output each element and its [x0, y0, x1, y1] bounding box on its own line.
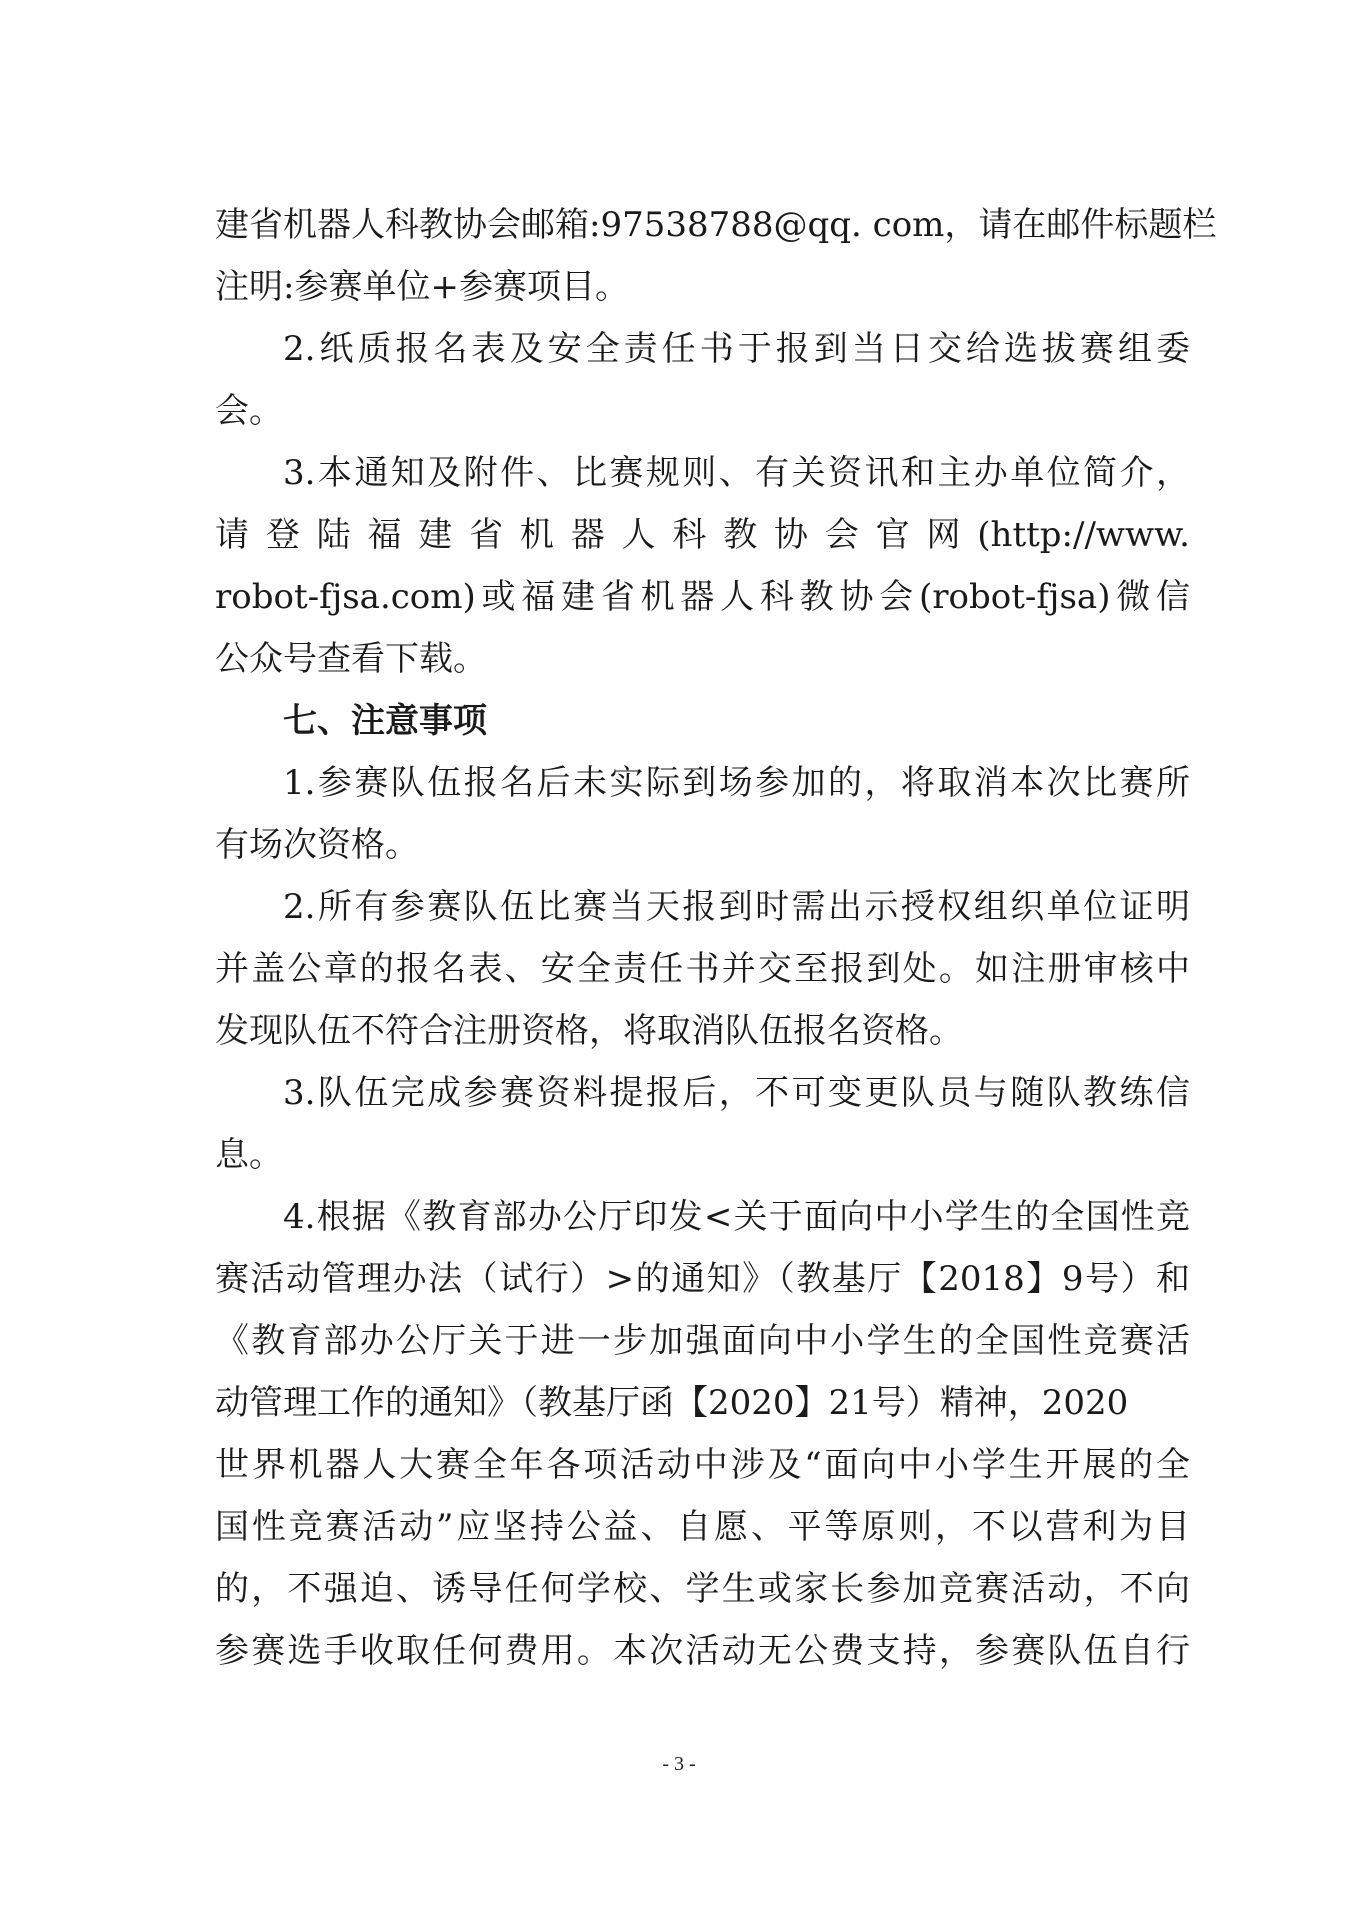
text-line: 公众号查看下载。	[215, 639, 487, 679]
text-line: 世界机器人大赛全年各项活动中涉及“面向中小学生开展的全	[215, 1445, 1190, 1485]
text-line: 1.参赛队伍报名后未实际到场参加的，将取消本次比赛所	[283, 763, 1190, 803]
text-line: 会。	[215, 391, 283, 431]
text-line: 参赛选手收取任何费用。本次活动无公费支持，参赛队伍自行	[215, 1631, 1190, 1671]
text-line: 赛活动管理办法（试行）>的通知》（教基厅【2018】9号）和	[215, 1259, 1190, 1299]
text-line: 3.本通知及附件、比赛规则、有关资讯和主办单位简介，	[283, 453, 1190, 493]
text-line: 请登陆福建省机器人科教协会官网(http://www.	[215, 515, 1190, 555]
text-line: 动管理工作的通知》（教基厅函【2020】21号）精神，2020	[215, 1383, 1129, 1423]
text-line: 建省机器人科教协会邮箱:97538788@qq. com，请在邮件标题栏	[215, 205, 1217, 245]
text-line: robot-fjsa.com)或福建省机器人科教协会(robot-fjsa)微信	[215, 577, 1190, 617]
text-line: 发现队伍不符合注册资格，将取消队伍报名资格。	[215, 1011, 963, 1051]
text-line: 《教育部办公厅关于进一步加强面向中小学生的全国性竞赛活	[215, 1321, 1190, 1361]
text-line: 2.纸质报名表及安全责任书于报到当日交给选拔赛组委	[283, 329, 1190, 369]
text-line: 有场次资格。	[215, 825, 419, 865]
text-line: 注明:参赛单位+参赛项目。	[215, 267, 629, 307]
text-line: 2.所有参赛队伍比赛当天报到时需出示授权组织单位证明	[283, 887, 1190, 927]
text-line: 的，不强迫、诱导任何学校、学生或家长参加竞赛活动，不向	[215, 1569, 1190, 1609]
text-line: 4.根据《教育部办公厅印发<关于面向中小学生的全国性竞	[283, 1197, 1190, 1237]
text-line: 并盖公章的报名表、安全责任书并交至报到处。如注册审核中	[215, 949, 1190, 989]
section-heading: 七、注意事项	[283, 701, 487, 741]
page-number: - 3 -	[662, 1753, 696, 1775]
text-line: 国性竞赛活动”应坚持公益、自愿、平等原则，不以营利为目	[215, 1507, 1190, 1547]
text-line: 息。	[215, 1135, 283, 1175]
text-line: 3.队伍完成参赛资料提报后，不可变更队员与随队教练信	[283, 1073, 1190, 1113]
